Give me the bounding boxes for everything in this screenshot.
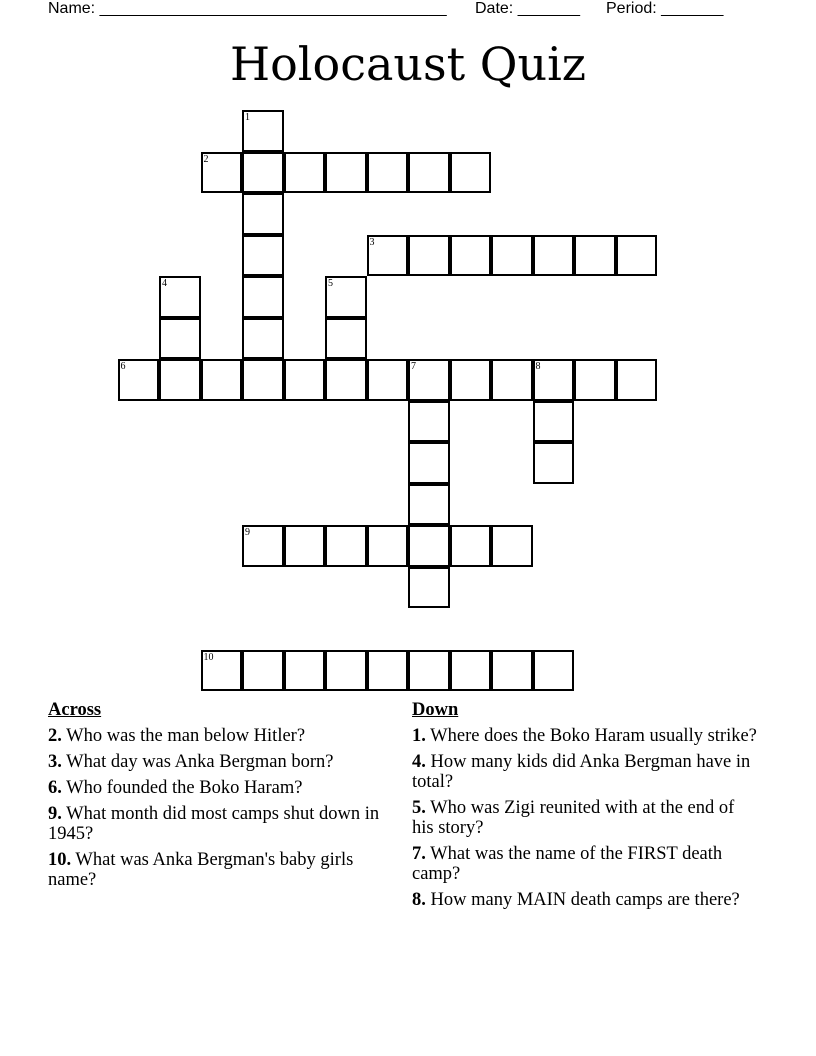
crossword-cell[interactable] xyxy=(118,359,160,401)
down-clue xyxy=(412,752,757,792)
across-clues xyxy=(48,700,393,896)
clue-text: What was Anka Bergman's baby girls name? xyxy=(48,850,354,890)
crossword-cell[interactable] xyxy=(201,650,243,692)
crossword-cell[interactable] xyxy=(408,567,450,609)
clue-number: 8. xyxy=(412,890,426,910)
crossword-cell[interactable] xyxy=(491,359,533,401)
crossword-cell[interactable] xyxy=(574,359,616,401)
crossword-cell[interactable] xyxy=(533,359,575,401)
crossword-cell[interactable] xyxy=(408,359,450,401)
crossword-cell[interactable] xyxy=(450,359,492,401)
down-clue xyxy=(412,890,757,910)
clue-text: What month did most camps shut down in 1945? xyxy=(48,804,380,844)
crossword-cell[interactable] xyxy=(367,152,409,194)
clue-number: 9. xyxy=(48,804,62,824)
cell-number: 3 xyxy=(369,236,375,248)
crossword-cell[interactable] xyxy=(242,525,284,567)
date-field[interactable]: Date: _______ xyxy=(475,0,580,17)
crossword-cell[interactable] xyxy=(574,235,616,277)
crossword-cell[interactable] xyxy=(450,152,492,194)
clue-number: 4. xyxy=(412,752,426,772)
crossword-cell[interactable] xyxy=(408,484,450,526)
clue-number: 1. xyxy=(412,726,426,746)
across-clue xyxy=(48,850,393,890)
down-clues xyxy=(412,700,757,916)
period-field[interactable]: Period: _______ xyxy=(606,0,724,17)
crossword-cell[interactable] xyxy=(242,359,284,401)
crossword-cell[interactable] xyxy=(491,650,533,692)
crossword-cell[interactable] xyxy=(325,318,367,360)
crossword-cell[interactable] xyxy=(242,650,284,692)
down-clue xyxy=(412,726,757,746)
across-clue xyxy=(48,804,393,844)
across-clue xyxy=(48,752,393,772)
crossword-cell[interactable] xyxy=(201,359,243,401)
crossword-cell[interactable] xyxy=(159,276,201,318)
crossword-cell[interactable] xyxy=(450,525,492,567)
crossword-cell[interactable] xyxy=(408,525,450,567)
crossword-cell[interactable] xyxy=(284,359,326,401)
crossword-cell[interactable] xyxy=(242,235,284,277)
cell-number: 9 xyxy=(245,527,250,538)
crossword-cell[interactable] xyxy=(242,318,284,360)
clue-number: 3. xyxy=(48,752,62,772)
cell-number: 7 xyxy=(411,361,416,372)
crossword-cell[interactable] xyxy=(325,276,367,318)
across-clue xyxy=(48,778,393,798)
crossword-cell[interactable] xyxy=(367,650,409,692)
page-title: Holocaust Quiz xyxy=(229,37,587,91)
crossword-cell[interactable] xyxy=(159,318,201,360)
crossword-cell[interactable] xyxy=(201,152,243,194)
clue-text: Where does the Boko Haram usually strike? xyxy=(425,726,757,746)
cell-number: 2 xyxy=(203,153,209,165)
crossword-cell[interactable] xyxy=(367,525,409,567)
cell-number: 10 xyxy=(203,651,214,663)
clue-text: What was the name of the FIRST death camp? xyxy=(412,844,723,884)
crossword-cell[interactable] xyxy=(325,650,367,692)
clue-number: 10. xyxy=(48,850,72,870)
down-heading: Down xyxy=(412,700,459,720)
crossword-cell[interactable] xyxy=(450,650,492,692)
crossword-cell[interactable] xyxy=(242,152,284,194)
down-clue xyxy=(412,798,757,838)
clue-text: How many MAIN death camps are there? xyxy=(425,890,740,910)
clue-number: 2. xyxy=(48,726,62,746)
crossword-cell[interactable] xyxy=(616,359,658,401)
crossword-cell[interactable] xyxy=(325,152,367,194)
crossword-cell[interactable] xyxy=(533,442,575,484)
crossword-cell[interactable] xyxy=(491,525,533,567)
crossword-cell[interactable] xyxy=(616,235,658,277)
crossword-cell[interactable] xyxy=(284,650,326,692)
across-clue xyxy=(48,726,393,746)
crossword-cell[interactable] xyxy=(408,442,450,484)
cell-number: 1 xyxy=(245,112,250,123)
crossword-cell[interactable] xyxy=(533,401,575,443)
crossword-cell[interactable] xyxy=(284,525,326,567)
crossword-cell[interactable] xyxy=(408,235,450,277)
crossword-cell[interactable] xyxy=(242,193,284,235)
crossword-cell[interactable] xyxy=(408,152,450,194)
cell-number: 5 xyxy=(328,278,333,289)
crossword-cell[interactable] xyxy=(159,359,201,401)
crossword-cell[interactable] xyxy=(367,235,409,277)
clue-number: 5. xyxy=(412,798,426,818)
cell-number: 4 xyxy=(162,278,167,289)
down-clue xyxy=(412,844,757,884)
name-field[interactable]: Name: _______________________________________ xyxy=(48,0,447,17)
clue-text: Who founded the Boko Haram? xyxy=(61,778,303,798)
across-heading: Across xyxy=(48,700,102,720)
clue-number: 7. xyxy=(412,844,426,864)
clue-text: How many kids did Anka Bergman have in total? xyxy=(412,752,751,792)
crossword-cell[interactable] xyxy=(242,110,284,152)
crossword-cell[interactable] xyxy=(408,650,450,692)
crossword-cell[interactable] xyxy=(533,235,575,277)
clue-text: What day was Anka Bergman born? xyxy=(61,752,334,772)
crossword-cell[interactable] xyxy=(242,276,284,318)
clue-number: 6. xyxy=(48,778,62,798)
crossword-cell[interactable] xyxy=(325,359,367,401)
crossword-cell[interactable] xyxy=(408,401,450,443)
crossword-cell[interactable] xyxy=(491,235,533,277)
crossword-cell[interactable] xyxy=(533,650,575,692)
clue-text: Who was Zigi reunited with at the end of his story? xyxy=(412,798,735,838)
down-clue-list xyxy=(412,726,757,910)
crossword-cell[interactable] xyxy=(284,152,326,194)
clue-text: Who was the man below Hitler? xyxy=(61,726,306,746)
across-clue-list xyxy=(48,726,393,890)
cell-number: 8 xyxy=(535,361,541,372)
crossword-cell[interactable] xyxy=(325,525,367,567)
crossword-cell[interactable] xyxy=(450,235,492,277)
cell-number: 6 xyxy=(120,361,126,372)
crossword-cell[interactable] xyxy=(367,359,409,401)
